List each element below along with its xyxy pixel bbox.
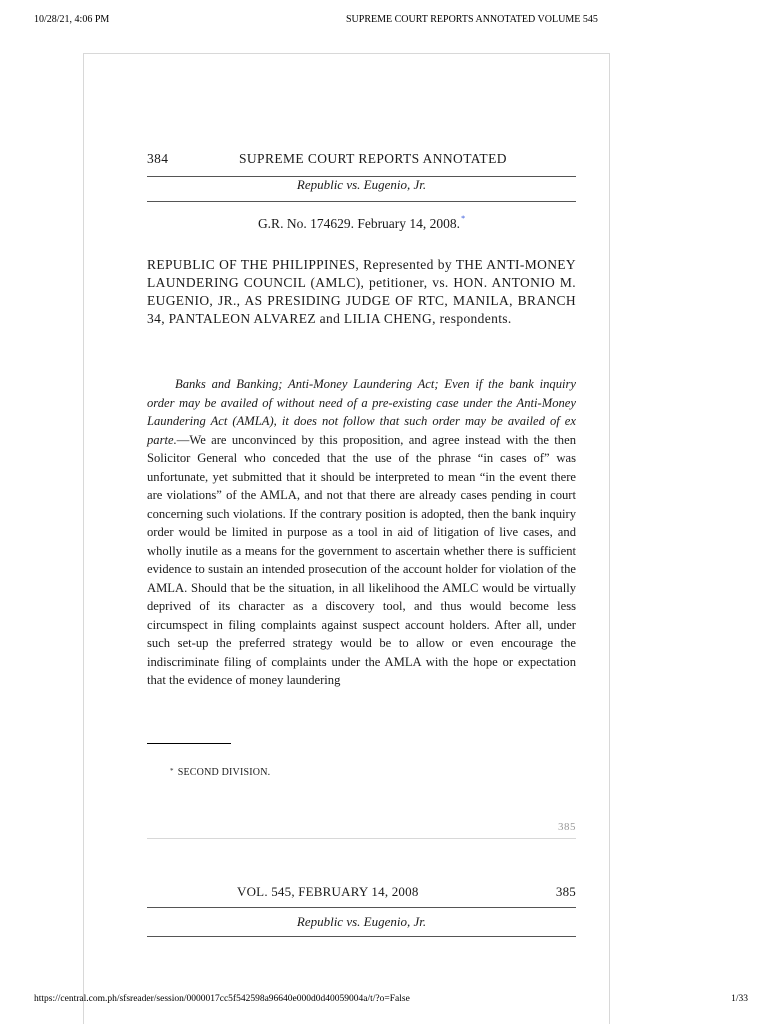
syllabus-body: —We are unconvinced by this proposition, and agree instead with the then Solicitor General who conceded that the use of the phrase “in cases of” was unfortunate, yet submitted that it should be interpreted to mean “in the event there are violations” of the AMLA, and not that there are already cases pending in court concerning such violations. If the contrary position is adopted, then the bank inquiry order would be limited in purpose as a tool in aid of litigation of live cases, and wholly inutile as a means for the government to ascertain whether there is sufficient evidence to sustain an intended prosecution of the account holder for violation of the AMLA. Should that be the situation, in all likelihood the AMLC would be virtually deprived of its character as a discovery tool, and thus would become less circumspect in filing complaints against suspect account holders. After all, under such set-up the preferred strategy would be to allow or even encourage the indiscriminate filing of complaints under the AMLA with the hope or expectation that the evidence of money laundering	[147, 432, 576, 687]
page-number-next: 385	[555, 884, 576, 899]
footnote-marker: *	[170, 767, 174, 775]
footnote-text: SECOND DIVISION.	[177, 767, 271, 778]
next-page-marker: 385	[558, 821, 576, 833]
gr-footnote-link[interactable]: *	[461, 214, 466, 223]
header-rule-top-next	[147, 907, 576, 908]
header-rule-bottom	[147, 201, 576, 202]
print-document-title: SUPREME COURT REPORTS ANNOTATED VOLUME 545	[346, 14, 598, 25]
page-separator	[147, 838, 576, 839]
print-page-count: 1/33	[731, 994, 748, 1004]
volume-title: VOL. 545, FEBRUARY 14, 2008	[237, 884, 419, 899]
syllabus-paragraph	[147, 375, 576, 690]
syllabus-keywords: Banks and Banking; Anti-Money Laundering Act; Even if the bank inquiry order may be availed of without need of a pre-existing case under the Anti-Money Laundering Act (AMLA), it does not follow that such order may be availed of ex parte.	[147, 377, 576, 447]
print-footer	[34, 994, 748, 1008]
case-caption-next: Republic vs. Eugenio, Jr.	[296, 914, 427, 929]
header-rule-bottom-next	[147, 936, 576, 937]
running-head	[147, 151, 576, 171]
print-datetime: 10/28/21, 4:06 PM	[34, 14, 110, 25]
footnote	[170, 767, 599, 778]
footnote-rule	[147, 743, 231, 744]
case-caption: Republic vs. Eugenio, Jr.	[296, 177, 427, 192]
gr-number-line	[147, 216, 576, 232]
print-header	[34, 14, 734, 30]
gr-number: G.R. No. 174629. February 14, 2008.	[257, 216, 461, 231]
case-parties: REPUBLIC OF THE PHILIPPINES, Represented by THE ANTI-MONEY LAUNDERING COUNCIL (AMLC), petitioner, vs. HON. ANTONIO M. EUGENIO, JR., AS PRESIDING JUDGE OF RTC, MANILA, BRANCH 34, PANTALEON ALVAREZ and LILIA CHENG, respondents.	[147, 257, 576, 326]
running-head-next	[147, 884, 576, 904]
print-url: https://central.com.ph/sfsreader/session/0000017cc5f542598a96640e000d0d40059004a/t/?o=False	[34, 994, 410, 1004]
page-number: 384	[147, 151, 169, 166]
reporter-title: SUPREME COURT REPORTS ANNOTATED	[239, 151, 507, 166]
